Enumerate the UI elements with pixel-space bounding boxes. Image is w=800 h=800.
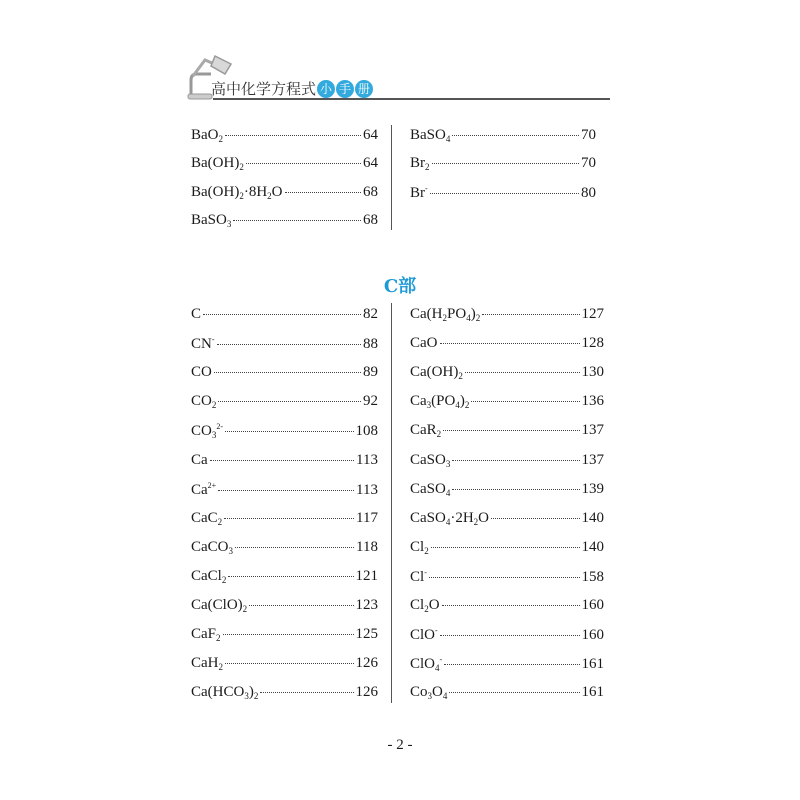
index-entry	[191, 568, 378, 588]
index-entry	[410, 655, 604, 675]
leader-dots	[224, 518, 354, 519]
entry-page-number: 160	[581, 627, 604, 644]
leader-dots	[491, 518, 579, 519]
leader-dots	[442, 605, 580, 606]
index-entry	[191, 335, 378, 355]
entry-formula: $Ca(H_2PO_4)_2$	[410, 306, 481, 323]
entry-formula: CaO	[410, 335, 438, 352]
entry-formula: CN-	[191, 335, 215, 353]
entry-page-number: 88	[363, 336, 378, 353]
index-entry	[410, 364, 604, 384]
leader-dots	[225, 663, 354, 664]
entry-page-number: 68	[363, 211, 378, 228]
leader-dots	[260, 692, 353, 693]
leader-dots	[223, 634, 354, 635]
title-badge-2: 手	[336, 80, 354, 98]
entry-page-number: 70	[581, 127, 596, 143]
entry-formula: CaCl$_2$	[191, 567, 227, 585]
index-entry	[191, 481, 378, 501]
book-title-main: 高中化学方程式	[211, 80, 317, 98]
entry-formula: CaC$_2$	[191, 509, 223, 527]
index-entry	[410, 452, 604, 472]
leader-dots	[452, 489, 579, 490]
entry-page-number: 161	[581, 656, 604, 673]
entry-page-number: 64	[363, 127, 378, 143]
index-entry	[191, 684, 378, 704]
leader-dots	[210, 460, 354, 461]
leader-dots	[432, 163, 580, 164]
index-entry	[410, 155, 596, 175]
index-entry	[191, 184, 378, 204]
entry-page-number: 108	[355, 423, 378, 440]
entry-page-number: 80	[581, 184, 596, 201]
leader-dots	[218, 401, 361, 402]
entry-page-number: 158	[581, 568, 604, 585]
page-number: - 2 -	[387, 737, 413, 753]
leader-dots	[482, 314, 579, 315]
leader-dots	[233, 220, 361, 221]
entry-formula: Br-	[410, 183, 428, 201]
entry-page-number: 136	[581, 393, 604, 410]
index-entry	[191, 364, 378, 384]
entry-formula: CaCO$_3$	[191, 538, 233, 556]
entry-page-number: 118	[356, 538, 378, 555]
leader-dots	[440, 635, 580, 636]
entry-formula: $Cl_2$	[410, 538, 429, 556]
index-entry	[410, 422, 604, 442]
index-entry	[410, 481, 604, 501]
entry-formula: Cl-	[410, 567, 427, 585]
leader-dots	[246, 163, 361, 164]
index-entry	[191, 452, 378, 472]
leader-dots	[285, 192, 362, 193]
index-entry	[191, 655, 378, 675]
index-entry	[410, 306, 604, 326]
entry-formula: CO	[191, 364, 212, 381]
entry-formula: $Ca^{2+}$	[191, 480, 217, 498]
title-badge-3: 册	[355, 80, 373, 98]
index-entry	[410, 539, 604, 559]
entry-page-number: 126	[355, 655, 378, 672]
entry-formula: ClO$_4$-	[410, 655, 443, 674]
entry-page-number: 160	[581, 597, 604, 613]
entry-page-number: 139	[581, 480, 604, 497]
index-entry	[191, 422, 378, 442]
entry-formula: $Ba(OH)_2$	[191, 155, 244, 173]
book-title	[211, 78, 373, 99]
page-header	[185, 52, 610, 100]
entry-page-number: 117	[356, 509, 378, 526]
leader-dots	[444, 664, 579, 665]
leader-dots	[225, 431, 353, 432]
leader-dots	[431, 547, 580, 548]
leader-dots	[443, 430, 579, 431]
c-column-divider	[391, 303, 392, 703]
leader-dots	[429, 577, 580, 578]
index-entry	[191, 393, 378, 413]
index-entry	[410, 597, 604, 617]
entry-formula: $Cl_2O$	[410, 597, 440, 614]
index-entry	[191, 306, 378, 326]
entry-page-number: 92	[363, 393, 378, 410]
entry-formula: C	[191, 306, 202, 322]
entry-formula: BaSO$_4$	[410, 127, 451, 144]
entry-formula: CaF$_2$	[191, 626, 221, 644]
leader-dots	[452, 460, 579, 461]
entry-page-number: 140	[581, 538, 604, 555]
leader-dots	[203, 314, 361, 315]
entry-page-number: 130	[581, 364, 604, 381]
entry-page-number: 137	[581, 451, 604, 468]
entry-formula: $CO_2$	[191, 393, 217, 411]
leader-dots	[471, 401, 579, 402]
entry-formula: $Ca_3(PO_4)_2$	[410, 393, 470, 411]
entry-page-number: 64	[363, 155, 378, 172]
index-entry	[410, 184, 596, 204]
entry-formula: $Br_2$	[410, 155, 430, 173]
leader-dots	[465, 372, 580, 373]
index-entry	[191, 510, 378, 530]
entry-formula: CaR$_2$	[410, 422, 442, 440]
entry-page-number: 123	[355, 597, 378, 613]
entry-formula: Ca	[191, 451, 208, 468]
index-entry	[191, 127, 378, 147]
index-entry	[410, 127, 596, 147]
index-entry	[191, 155, 378, 175]
entry-formula: $Ca(OH)_2$	[410, 364, 463, 382]
entry-formula: CaSO$_4$	[410, 480, 451, 498]
header-rule	[213, 98, 610, 100]
index-entry	[191, 539, 378, 559]
index-entry	[410, 568, 604, 588]
index-entry	[410, 626, 604, 646]
entry-page-number: 121	[355, 567, 378, 584]
index-entry	[410, 393, 604, 413]
entry-formula: $Ca(HCO_3)_2$	[191, 684, 259, 702]
section-title: C部	[383, 276, 417, 297]
entry-formula: ClO-	[410, 626, 438, 644]
index-entry	[410, 684, 604, 704]
entry-formula: $Co_3O_4$	[410, 684, 448, 702]
leader-dots	[218, 490, 354, 491]
entry-page-number: 125	[355, 626, 378, 643]
leader-dots	[452, 135, 579, 136]
entry-page-number: 113	[356, 451, 378, 468]
leader-dots	[430, 193, 579, 194]
entry-formula: $Ba(OH)_2\cdot 8H_2O$	[191, 183, 283, 201]
leader-dots	[228, 576, 353, 577]
entry-page-number: 137	[581, 422, 604, 439]
entry-formula: CaH$_2$	[191, 655, 223, 673]
entry-page-number: 128	[581, 335, 604, 352]
entry-formula: $Ca(ClO)_2$	[191, 597, 248, 614]
entry-page-number: 127	[581, 306, 604, 322]
entry-page-number: 70	[581, 155, 596, 172]
index-entry	[410, 510, 604, 530]
entry-formula: BaO$_2$	[191, 127, 223, 144]
entry-formula: BaSO$_3$	[191, 211, 232, 229]
title-badge-1: 小	[317, 80, 335, 98]
top-column-divider	[391, 125, 392, 230]
entry-page-number: 161	[581, 684, 604, 701]
entry-formula: $CO_3^{2-}$	[191, 422, 224, 441]
entry-formula: CaSO$_3$	[410, 451, 451, 469]
leader-dots	[440, 343, 580, 344]
index-entry	[191, 626, 378, 646]
entry-page-number: 68	[363, 183, 378, 200]
index-entry	[191, 597, 378, 617]
entry-page-number: 140	[581, 509, 604, 526]
leader-dots	[214, 372, 361, 373]
leader-dots	[225, 135, 361, 136]
leader-dots	[249, 605, 353, 606]
leader-dots	[235, 547, 354, 548]
entry-page-number: 113	[356, 481, 378, 498]
entry-formula: $CaSO_4\cdot 2H_2O$	[410, 509, 490, 527]
entry-page-number: 89	[363, 364, 378, 381]
index-entry	[410, 335, 604, 355]
leader-dots	[449, 692, 579, 693]
index-entry	[191, 212, 378, 232]
entry-page-number: 82	[363, 306, 378, 322]
leader-dots	[217, 344, 361, 345]
entry-page-number: 126	[355, 684, 378, 701]
